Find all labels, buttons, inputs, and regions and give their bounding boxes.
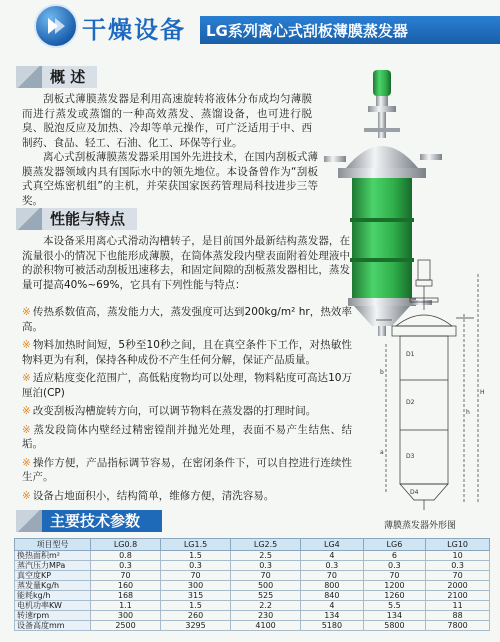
table-cell: 300	[161, 581, 231, 591]
overview-heading: 概 述	[16, 66, 136, 88]
table-header-model: LG4	[301, 539, 364, 551]
specs-heading: 主要技术参数	[16, 510, 176, 532]
table-header-model: LG10	[426, 539, 490, 551]
table-row	[15, 601, 490, 611]
drawing-label: b	[380, 369, 384, 376]
table-cell: 7800	[426, 621, 490, 631]
drawing-label: D4	[410, 489, 419, 496]
drawing-label: a	[380, 449, 384, 456]
bullet-icon: ※	[22, 423, 32, 436]
drawing-label: D1	[406, 351, 415, 358]
table-cell: 2100	[426, 591, 490, 601]
table-cell: 230	[231, 611, 301, 621]
table-cell: 88	[426, 611, 490, 621]
table-cell: 500	[231, 581, 301, 591]
table-cell: 0.3	[91, 561, 161, 571]
table-cell: 168	[91, 591, 161, 601]
table-cell: 260	[161, 611, 231, 621]
table-row	[15, 551, 490, 561]
overview-paragraph-1: 刮板式薄膜蒸发器是利用高速旋转将液体分布成均匀薄膜而进行蒸发或蒸馏的一种高效蒸发、蒸馏设备，也可进行脱臭、脱泡反应及加热、冷却等单元操作，可广泛适用于中、西制药、食品、轻工、石油、化工、环保等行业。	[22, 93, 312, 149]
row-label: 设备高度mm	[15, 621, 91, 631]
feature-item: ※ 物料加热时间短，5秒至10秒之间，且在真空条件下工作，对热敏性物料更为有利，保持各种成份不产生任何分解，保证产品质量。	[22, 339, 352, 366]
feature-item: ※ 传热系数值高，蒸发能力大，蒸发强度可达到200kg/m² hr，热效率高。	[22, 306, 352, 333]
drawing-label: D3	[406, 453, 415, 460]
table-cell: 70	[161, 571, 231, 581]
heading-square-icon	[16, 208, 42, 230]
page-header	[0, 0, 500, 58]
table-cell: 11	[426, 601, 490, 611]
table-cell: 300	[91, 611, 161, 621]
evaporator-outline-drawing	[356, 254, 490, 512]
table-cell: 6	[363, 551, 426, 561]
table-header-label: 项目型号	[15, 539, 91, 551]
table-cell: 5180	[301, 621, 364, 631]
table-cell: 800	[301, 581, 364, 591]
row-label: 真空度KP	[15, 571, 91, 581]
row-label: 能耗kg/h	[15, 591, 91, 601]
table-cell: 525	[231, 591, 301, 601]
feature-item: ※ 蒸发段筒体内壁经过精密镗削并抛光处理，表面不易产生结焦、结垢。	[22, 423, 352, 450]
bullet-icon: ※	[22, 456, 31, 469]
drawing-label: h	[466, 409, 470, 416]
heading-square-icon	[16, 66, 42, 88]
table-header-model: LG2.5	[231, 539, 301, 551]
table-cell: 840	[301, 591, 364, 601]
heading-square-icon	[16, 510, 42, 532]
table-cell: 134	[363, 611, 426, 621]
table-row	[15, 571, 490, 581]
table-cell: 0.3	[363, 561, 426, 571]
table-cell: 70	[231, 571, 301, 581]
table-cell: 1.5	[161, 551, 231, 561]
table-row	[15, 561, 490, 571]
page-category-title: 干燥设备	[82, 16, 186, 44]
table-cell: 2.5	[231, 551, 301, 561]
drawing-label: H	[480, 389, 485, 396]
row-label: 蒸发量Kg/h	[15, 581, 91, 591]
table-cell: 3295	[161, 621, 231, 631]
table-cell: 5800	[363, 621, 426, 631]
table-cell: 70	[301, 571, 364, 581]
table-row	[15, 611, 490, 621]
row-label: 转速rpm	[15, 611, 91, 621]
table-header-model: LG1.5	[161, 539, 231, 551]
table-cell: 4	[301, 551, 364, 561]
table-cell: 70	[91, 571, 161, 581]
table-cell: 2.2	[231, 601, 301, 611]
bullet-icon: ※	[22, 405, 31, 417]
table-cell: 1.1	[91, 601, 161, 611]
table-cell: 4	[301, 601, 364, 611]
features-list	[22, 305, 352, 503]
row-label: 电机功率KW	[15, 601, 91, 611]
features-intro: 本设备采用离心式滑动沟槽转子，是目前国外最新结构蒸发器，在流量很小的情况下也能形成薄膜，在筒体蒸发段内壁表面附着处理液中的淤积物可被活动刮板迅速移去，和固定间隙的刮板蒸发器相比，蒸发量可提高40%~69%，它具有下列性能与特点：	[22, 235, 350, 291]
drawing-label: D2	[406, 399, 415, 406]
table-cell: 5.5	[363, 601, 426, 611]
row-label: 蒸汽压力MPa	[15, 561, 91, 571]
table-cell: 160	[91, 581, 161, 591]
table-cell: 0.3	[426, 561, 490, 571]
table-cell: 10	[426, 551, 490, 561]
features-heading: 性能与特点	[16, 208, 166, 230]
drawing-caption: 薄膜蒸发器外形图	[384, 521, 457, 531]
bullet-icon: ※	[22, 372, 31, 384]
table-header-row	[15, 539, 490, 551]
table-header-model: LG6	[363, 539, 426, 551]
table-cell: 315	[161, 591, 231, 601]
table-row	[15, 591, 490, 601]
spec-table	[14, 538, 490, 631]
logo-icon	[34, 4, 78, 48]
table-cell: 70	[363, 571, 426, 581]
table-cell: 1260	[363, 591, 426, 601]
bullet-icon: ※	[22, 306, 31, 318]
table-cell: 70	[426, 571, 490, 581]
product-title: LG系列离心式刮板薄膜蒸发器	[206, 22, 408, 40]
table-cell: 134	[301, 611, 364, 621]
bullet-icon: ※	[22, 489, 31, 502]
table-cell: 4100	[231, 621, 301, 631]
feature-item: ※ 适应粘度变化范围广，高低粘度物均可以处理，物料粘度可高达10万厘泊(CP)	[22, 372, 352, 399]
table-header-model: LG0.8	[91, 539, 161, 551]
table-cell: 0.3	[301, 561, 364, 571]
table-cell: 0.3	[231, 561, 301, 571]
bullet-icon: ※	[22, 339, 31, 351]
table-cell: 1200	[363, 581, 426, 591]
table-cell: 2500	[91, 621, 161, 631]
row-label: 换热面积m²	[15, 551, 91, 561]
feature-item: ※ 改变刮板沟槽旋转方向，可以调节物料在蒸发器的打理时间。	[22, 405, 317, 417]
table-row	[15, 621, 490, 631]
table-cell: 1.5	[161, 601, 231, 611]
table-cell: 0.3	[161, 561, 231, 571]
table-cell: 2000	[426, 581, 490, 591]
spec-table-body	[15, 551, 490, 631]
feature-item: ※ 设备占地面积小，结构简单，维修方便，清洗容易。	[22, 489, 275, 502]
feature-item: ※ 操作方便，产品指标调节容易，在密闭条件下，可以自控进行连续性生产。	[22, 456, 352, 483]
table-row	[15, 581, 490, 591]
overview-paragraph-2: 离心式刮板薄膜蒸发器采用国外先进技术，在国内刮板式薄膜蒸发器领域内具有国际水中的领先地位。本设备曾作为“刮板式真空炼密机组”的主机，并荣获国家医药管理局科技进步三等奖。	[22, 151, 318, 207]
table-cell: 0.8	[91, 551, 161, 561]
